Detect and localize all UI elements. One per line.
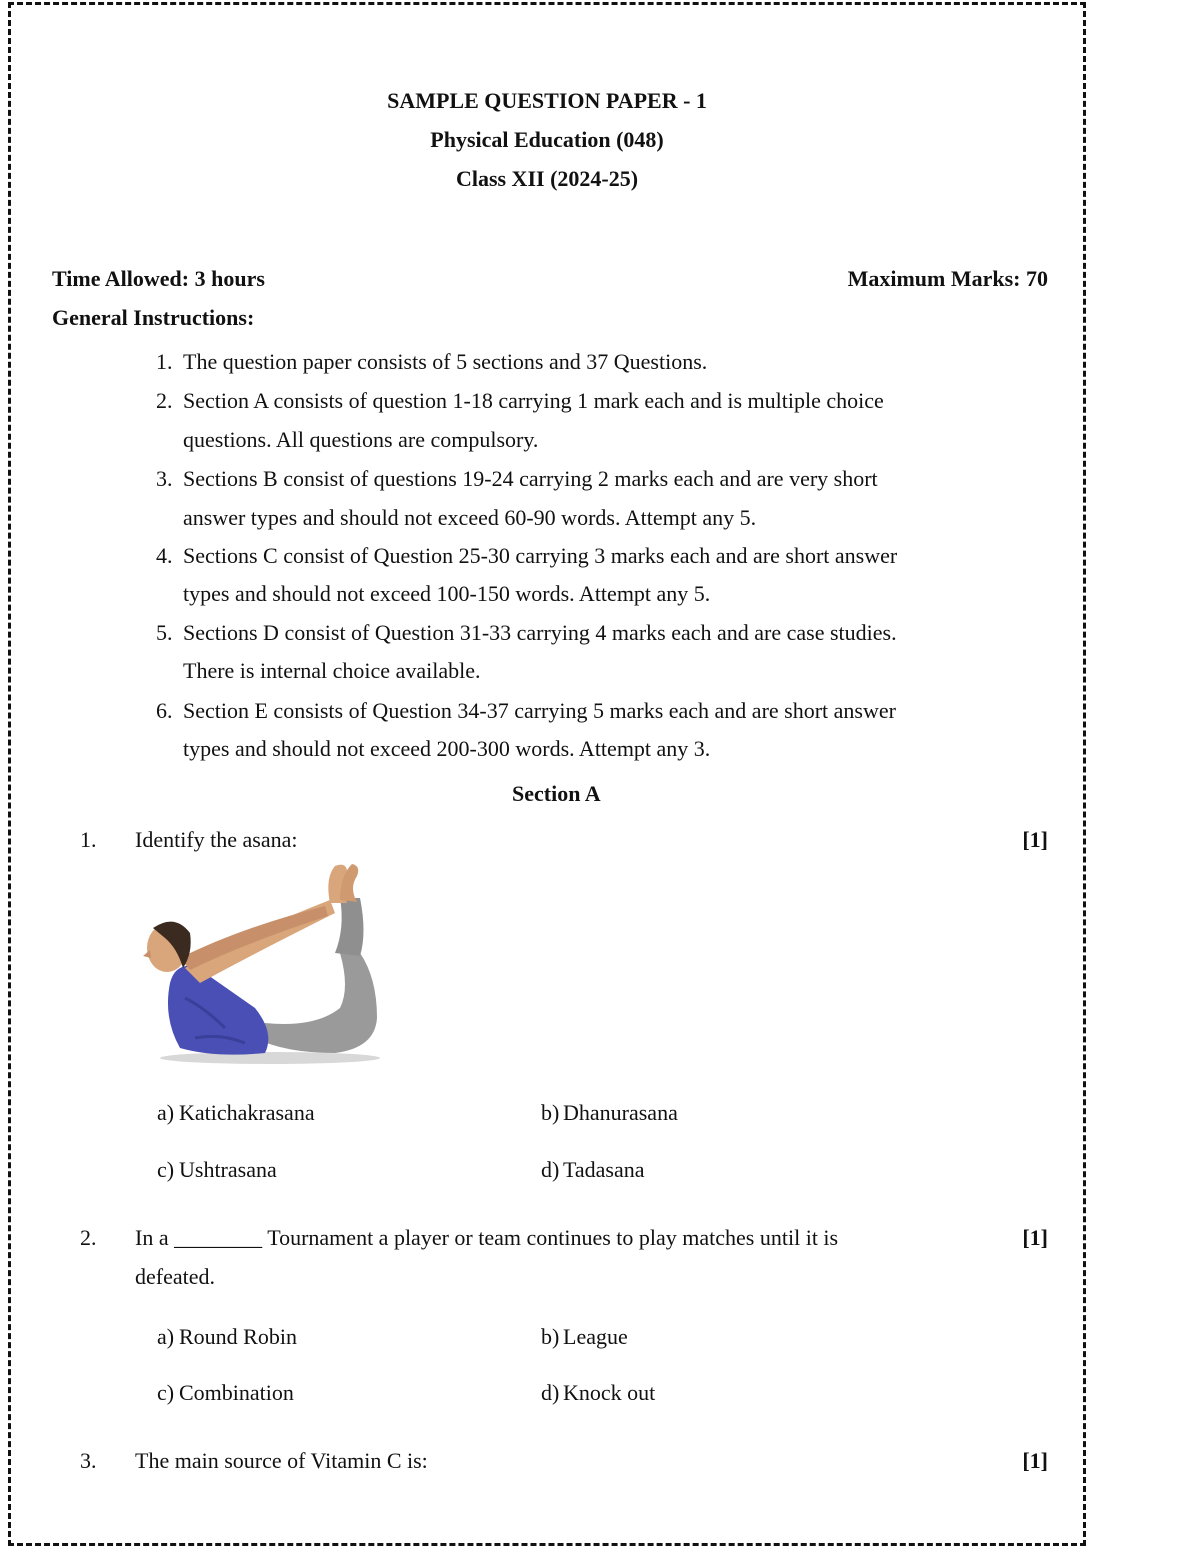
instruction-line: Section E consists of Question 34-37 carrying 5 marks each and are short answer [183,698,896,723]
option-label: c) [157,1157,175,1182]
option-text: Dhanurasana [563,1100,678,1125]
question-number: 3. [80,1448,97,1473]
instruction-number: 3. [156,466,173,491]
instruction-line: Sections B consist of questions 19-24 carrying 2 marks each and are very short [183,466,878,491]
instruction-line: types and should not exceed 200-300 words. Attempt any 3. [183,736,711,761]
option-text: Tadasana [563,1157,645,1182]
instructions-heading: General Instructions: [52,305,255,330]
instruction-line: Sections D consist of Question 31-33 carrying 4 marks each and are case studies. [183,620,897,645]
option-c [157,1380,294,1406]
option-a [157,1100,315,1126]
class-line: Class XII (2024-25) [455,166,639,191]
option-label: c) [157,1380,175,1405]
question-number: 1. [80,827,97,852]
instruction-number: 1. [156,349,173,374]
option-d [541,1157,645,1183]
instruction-line: Sections C consist of Question 25-30 carrying 3 marks each and are short answer [183,543,898,568]
maximum-marks: Maximum Marks: 70 [847,266,1048,291]
option-label: a) [157,1100,175,1125]
paper-title: SAMPLE QUESTION PAPER - 1 [387,88,707,113]
time-allowed: Time Allowed: 3 hours [52,266,265,291]
option-d [541,1380,655,1406]
option-a [157,1324,297,1350]
instruction-number: 4. [156,543,173,568]
question-text: In a ________ Tournament a player or team continues to play matches until it is [135,1225,839,1250]
dhanurasana-yoga-pose-illustration [135,858,385,1070]
question-marks: [1] [1022,827,1048,852]
option-label: d) [541,1380,560,1405]
option-text: Round Robin [179,1324,297,1349]
question-text: The main source of Vitamin C is: [135,1448,428,1473]
option-text: League [563,1324,628,1349]
page-border [8,2,1086,1546]
section-title: Section A [512,781,601,806]
instruction-line: answer types and should not exceed 60-90 words. Attempt any 5. [183,505,757,530]
instruction-line: Section A consists of question 1-18 carrying 1 mark each and is multiple choice [183,388,884,413]
option-text: Ushtrasana [179,1157,277,1182]
instruction-line: The question paper consists of 5 sections and 37 Questions. [183,349,708,374]
question-text-continued: defeated. [135,1264,215,1289]
option-label: a) [157,1324,175,1349]
option-label: d) [541,1157,560,1182]
instruction-number: 6. [156,698,173,723]
option-label: b) [541,1100,560,1125]
option-b [541,1324,628,1350]
option-c [157,1157,277,1183]
instruction-line: There is internal choice available. [183,658,481,683]
option-b [541,1100,678,1126]
instruction-number: 2. [156,388,173,413]
question-text: Identify the asana: [135,827,298,852]
instruction-line: questions. All questions are compulsory. [183,427,539,452]
instruction-line: types and should not exceed 100-150 words. Attempt any 5. [183,581,711,606]
question-number: 2. [80,1225,97,1250]
option-text: Combination [179,1380,294,1405]
question-marks: [1] [1022,1225,1048,1250]
option-label: b) [541,1324,560,1349]
option-text: Katichakrasana [179,1100,315,1125]
instruction-number: 5. [156,620,173,645]
question-marks: [1] [1022,1448,1048,1473]
subject-title: Physical Education (048) [430,127,664,152]
option-text: Knock out [563,1380,656,1405]
